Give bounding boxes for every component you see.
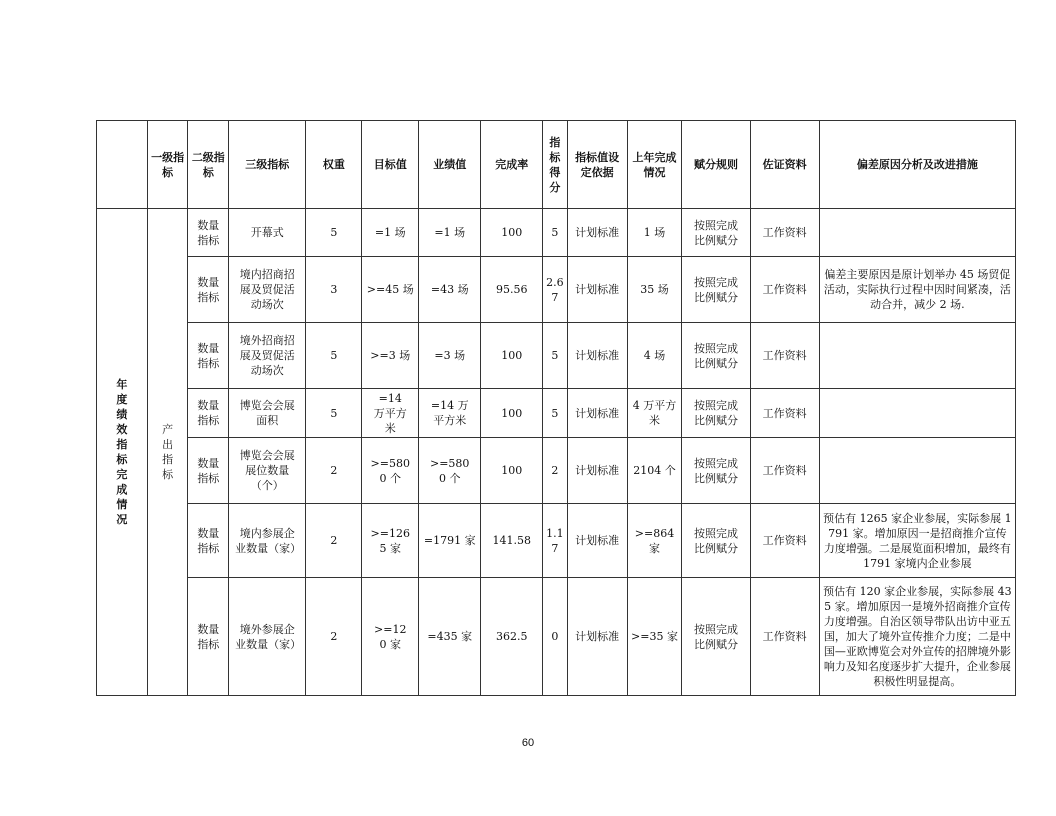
header-weight: 权重	[306, 121, 362, 209]
cell-level2: 数量指标	[188, 504, 229, 578]
cell-basis: 计划标准	[567, 438, 627, 504]
cell-level2: 数量指标	[188, 438, 229, 504]
cell-evidence: 工作资料	[750, 438, 819, 504]
cell-basis: 计划标准	[567, 209, 627, 257]
cell-notes: 预估有 1265 家企业参展，实际参展 1791 家。增加原因一是招商推介宣传力度增强。二是展览面积增加，最终有 1791 家境内企业参展	[819, 504, 1015, 578]
cell-level3: 开幕式	[229, 209, 306, 257]
cell-evidence: 工作资料	[750, 389, 819, 438]
cell-basis: 计划标准	[567, 578, 627, 696]
cell-score: 1.17	[543, 504, 567, 578]
table-header-row	[97, 121, 1016, 209]
table-row	[97, 209, 1016, 257]
header-actual: 业绩值	[419, 121, 481, 209]
cell-score: 2	[543, 438, 567, 504]
cell-completion: 100	[481, 209, 543, 257]
cell-basis: 计划标准	[567, 504, 627, 578]
cell-notes	[819, 438, 1015, 504]
cell-rule: 按照完成比例赋分	[682, 257, 750, 323]
cell-weight: 2	[306, 438, 362, 504]
header-target: 目标值	[362, 121, 419, 209]
cell-level3: 境内参展企业数量（家）	[229, 504, 306, 578]
table-row	[97, 257, 1016, 323]
cell-score: 5	[543, 209, 567, 257]
cell-target: >=45 场	[362, 257, 419, 323]
cell-notes	[819, 323, 1015, 389]
cell-weight: 5	[306, 209, 362, 257]
cell-score: 0	[543, 578, 567, 696]
cell-level3: 境外招商招展及贸促活动场次	[229, 323, 306, 389]
cell-score: 2.67	[543, 257, 567, 323]
cell-rule: 按照完成比例赋分	[682, 578, 750, 696]
cell-actual: =435 家	[419, 578, 481, 696]
page-number: 60	[521, 737, 535, 749]
cell-last-year: >=35 家	[627, 578, 682, 696]
cell-rule: 按照完成比例赋分	[682, 504, 750, 578]
cell-actual: =14 万平方米	[419, 389, 481, 438]
cell-actual: =1 场	[419, 209, 481, 257]
cell-basis: 计划标准	[567, 323, 627, 389]
cell-actual: =43 场	[419, 257, 481, 323]
cell-level2: 数量指标	[188, 209, 229, 257]
table-row	[97, 323, 1016, 389]
section-label: 年度绩效指标完成情况	[97, 209, 148, 696]
cell-level3: 博览会会展面积	[229, 389, 306, 438]
cell-actual: =3 场	[419, 323, 481, 389]
cell-last-year: 2104 个	[627, 438, 682, 504]
header-level3: 三级指标	[229, 121, 306, 209]
cell-level2: 数量指标	[188, 578, 229, 696]
cell-basis: 计划标准	[567, 389, 627, 438]
header-rule: 赋分规则	[682, 121, 750, 209]
cell-notes: 预估有 120 家企业参展，实际参展 435 家。增加原因一是境外招商推介宣传力度增强。自治区领导带队出访中亚五国，加大了境外宣传推介力度；二是中国—亚欧博览会对外宣传的招牌境外影响力及知名度逐步扩大提升，企业参展积极性明显提高。	[819, 578, 1015, 696]
cell-evidence: 工作资料	[750, 257, 819, 323]
cell-last-year: 1 场	[627, 209, 682, 257]
cell-completion: 100	[481, 389, 543, 438]
cell-evidence: 工作资料	[750, 578, 819, 696]
cell-target: =14 万平方米	[362, 389, 419, 438]
cell-basis: 计划标准	[567, 257, 627, 323]
cell-level3: 境外参展企业数量（家）	[229, 578, 306, 696]
cell-target: >=5800 个	[362, 438, 419, 504]
level1-label: 产出指标	[147, 209, 188, 696]
cell-completion: 362.5	[481, 578, 543, 696]
cell-completion: 100	[481, 323, 543, 389]
cell-notes	[819, 389, 1015, 438]
header-score: 指标得分	[543, 121, 567, 209]
cell-evidence: 工作资料	[750, 209, 819, 257]
cell-score: 5	[543, 389, 567, 438]
cell-completion: 100	[481, 438, 543, 504]
cell-evidence: 工作资料	[750, 504, 819, 578]
cell-weight: 2	[306, 504, 362, 578]
cell-target: =1 场	[362, 209, 419, 257]
cell-notes: 偏差主要原因是原计划举办 45 场贸促活动，实际执行过程中因时间紧凑，活动合并，减少 2 场.	[819, 257, 1015, 323]
table-row	[97, 578, 1016, 696]
cell-level2: 数量指标	[188, 257, 229, 323]
header-level2: 二级指标	[188, 121, 229, 209]
cell-target: >=120 家	[362, 578, 419, 696]
performance-table	[96, 120, 1016, 696]
cell-weight: 5	[306, 389, 362, 438]
cell-last-year: 35 场	[627, 257, 682, 323]
cell-last-year: 4 万平方米	[627, 389, 682, 438]
cell-completion: 141.58	[481, 504, 543, 578]
table-row	[97, 389, 1016, 438]
cell-weight: 5	[306, 323, 362, 389]
header-level1: 一级指标	[147, 121, 188, 209]
cell-notes	[819, 209, 1015, 257]
cell-weight: 2	[306, 578, 362, 696]
table-row	[97, 504, 1016, 578]
cell-evidence: 工作资料	[750, 323, 819, 389]
cell-level2: 数量指标	[188, 389, 229, 438]
cell-rule: 按照完成比例赋分	[682, 323, 750, 389]
header-completion: 完成率	[481, 121, 543, 209]
cell-last-year: >=864 家	[627, 504, 682, 578]
cell-actual: >=5800 个	[419, 438, 481, 504]
cell-target: >=3 场	[362, 323, 419, 389]
cell-weight: 3	[306, 257, 362, 323]
cell-level2: 数量指标	[188, 323, 229, 389]
header-basis: 指标值设定依据	[567, 121, 627, 209]
cell-rule: 按照完成比例赋分	[682, 389, 750, 438]
cell-level3: 境内招商招展及贸促活动场次	[229, 257, 306, 323]
cell-last-year: 4 场	[627, 323, 682, 389]
header-blank	[97, 121, 148, 209]
header-notes: 偏差原因分析及改进措施	[819, 121, 1015, 209]
cell-actual: =1791 家	[419, 504, 481, 578]
cell-rule: 按照完成比例赋分	[682, 209, 750, 257]
header-evidence: 佐证资料	[750, 121, 819, 209]
header-last-year: 上年完成情况	[627, 121, 682, 209]
table-row	[97, 438, 1016, 504]
cell-completion: 95.56	[481, 257, 543, 323]
cell-level3: 博览会会展展位数量（个）	[229, 438, 306, 504]
cell-rule: 按照完成比例赋分	[682, 438, 750, 504]
cell-target: >=1265 家	[362, 504, 419, 578]
cell-score: 5	[543, 323, 567, 389]
